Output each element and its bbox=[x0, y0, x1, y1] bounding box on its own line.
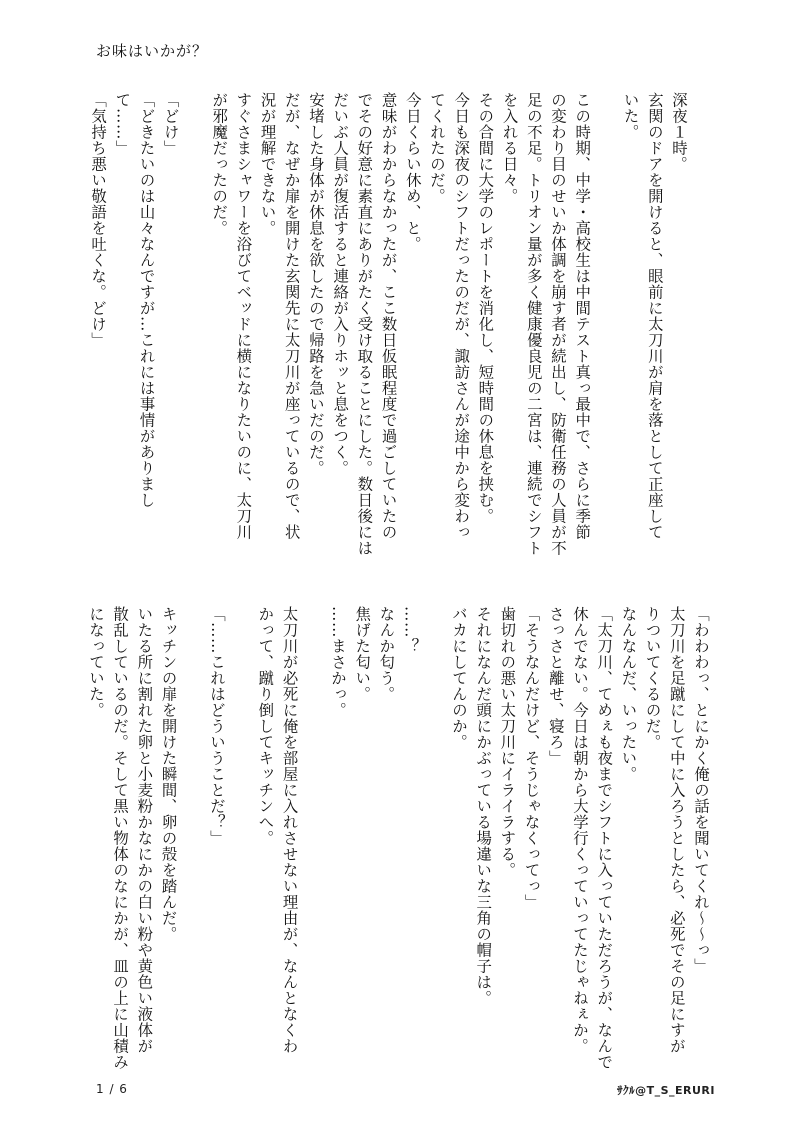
text-line: すぐさまシャワーを浴びてベッドに横になりたいのに、太刀川 bbox=[234, 92, 253, 540]
text-line bbox=[183, 92, 207, 592]
text-line: 今日くらい休め、と。 bbox=[403, 92, 422, 252]
story-text-block-bottom bbox=[86, 606, 713, 1070]
text-line: いたる所に割れた卵と小麦粉かなにかの白い粉や黄色い液体が bbox=[135, 606, 154, 1054]
page-number: 1 / 6 bbox=[96, 1082, 128, 1096]
text-line: 「そうなんだけど、そうじゃなくってっ」 bbox=[522, 606, 541, 910]
text-line bbox=[181, 606, 205, 1058]
text-line: それになんだ頭にかぶっている場違いな三角の帽子は。 bbox=[474, 606, 493, 1006]
text-line: 「わわわっ、とにかく俺の話を聞いてくれ〜〜っ」 bbox=[692, 606, 710, 974]
text-line bbox=[302, 606, 326, 1058]
text-line: てくれたのだ。 bbox=[427, 92, 446, 204]
text-line: りついてくるのだ。 bbox=[643, 606, 662, 750]
text-line: だいぶ人員が復活すると連絡が入りホッと息をつく。 bbox=[331, 92, 350, 476]
text-line: ……？ bbox=[401, 606, 420, 654]
text-line: 意味がわからなかったが、ここ数日仮眠程度で過ごしていたの bbox=[379, 92, 398, 540]
text-line: ……まさかっ。 bbox=[328, 606, 347, 718]
text-line: キッチンの扉を開けた瞬間、卵の殻を踏んだ。 bbox=[159, 606, 178, 942]
text-line: 況が理解できない。 bbox=[258, 92, 277, 236]
text-line: 休んでない。今日は朝から大学行くっていってたじゃねぇか。 bbox=[570, 606, 589, 1054]
text-line: 「太刀川、てめぇも夜までシフトに入っていただろうが、なんで bbox=[595, 606, 614, 1070]
text-line: 安堵した身体が休息を欲したので帰路を急いだのだ。 bbox=[306, 92, 325, 476]
page-header-title: お味はいかが？ bbox=[96, 42, 209, 60]
text-line: でその好意に素直にありがたく受け取ることにした。数日後には bbox=[355, 92, 374, 556]
text-line bbox=[229, 606, 253, 1058]
text-line: 「どけ」 bbox=[161, 92, 180, 156]
author-credit: ｻｸﾙ@T_S_ERURI bbox=[617, 1084, 715, 1097]
text-line: 「……これはどういうことだ？」 bbox=[207, 606, 226, 846]
text-line: 太刀川を足蹴にして中に入ろうとしたら、必死でその足にすが bbox=[667, 606, 686, 1054]
text-line: 歯切れの悪い太刀川にイライラする。 bbox=[498, 606, 517, 878]
text-line: 散乱しているのだ。そして黒い物体のなにかが、皿の上に山積み bbox=[111, 606, 130, 1070]
text-line: なんか匂う。 bbox=[377, 606, 396, 702]
text-line: になっていた。 bbox=[86, 606, 105, 718]
text-line: 深夜１時。 bbox=[670, 92, 688, 172]
text-line: 今日も深夜のシフトだったのだが、諏訪さんが途中から変わっ bbox=[452, 92, 471, 540]
text-line: この時期、中学・高校生は中間テスト真っ最中で、さらに季節 bbox=[573, 92, 592, 540]
text-line: その合間に大学のレポートを消化し、短時間の休息を挟む。 bbox=[476, 92, 495, 524]
text-line bbox=[594, 92, 618, 592]
text-line: 玄関のドアを開けると、眼前に太刀川が肩を落として正座して bbox=[645, 92, 664, 540]
text-line: だが、なぜか扉を開けた玄関先に太刀川が座っているので、状 bbox=[282, 92, 301, 540]
text-line: が邪魔だったのだ。 bbox=[210, 92, 229, 236]
text-line: さっさと離せ、寝ろ」 bbox=[546, 606, 565, 766]
text-line: の変わり目のせいか体調を崩す者が続出し、防衛任務の人員が不 bbox=[548, 92, 567, 556]
text-line: て……」 bbox=[113, 92, 132, 156]
text-line: いた。 bbox=[621, 92, 640, 140]
text-line: 「どきたいのは山々なんですが…これには事情がありまし bbox=[137, 92, 156, 508]
text-line bbox=[423, 606, 447, 1058]
story-text-block-top bbox=[89, 92, 691, 592]
text-line: かって、蹴り倒してキッチンへ。 bbox=[256, 606, 275, 846]
text-line: バカにしてんのか。 bbox=[449, 606, 468, 750]
text-line: なんなんだ、いったい。 bbox=[619, 606, 638, 782]
text-line: 太刀川が必死に俺を部屋に入れさせない理由が、なんとなくわ bbox=[280, 606, 299, 1054]
text-line: 「気持ち悪い敬語を吐くな。どけ」 bbox=[89, 92, 108, 348]
text-line: 足の不足。トリオン量が多く健康優良児の二宮は、連続でシフト bbox=[524, 92, 543, 556]
text-line: を入れる日々。 bbox=[500, 92, 519, 204]
text-line: 焦げた匂い。 bbox=[353, 606, 372, 702]
